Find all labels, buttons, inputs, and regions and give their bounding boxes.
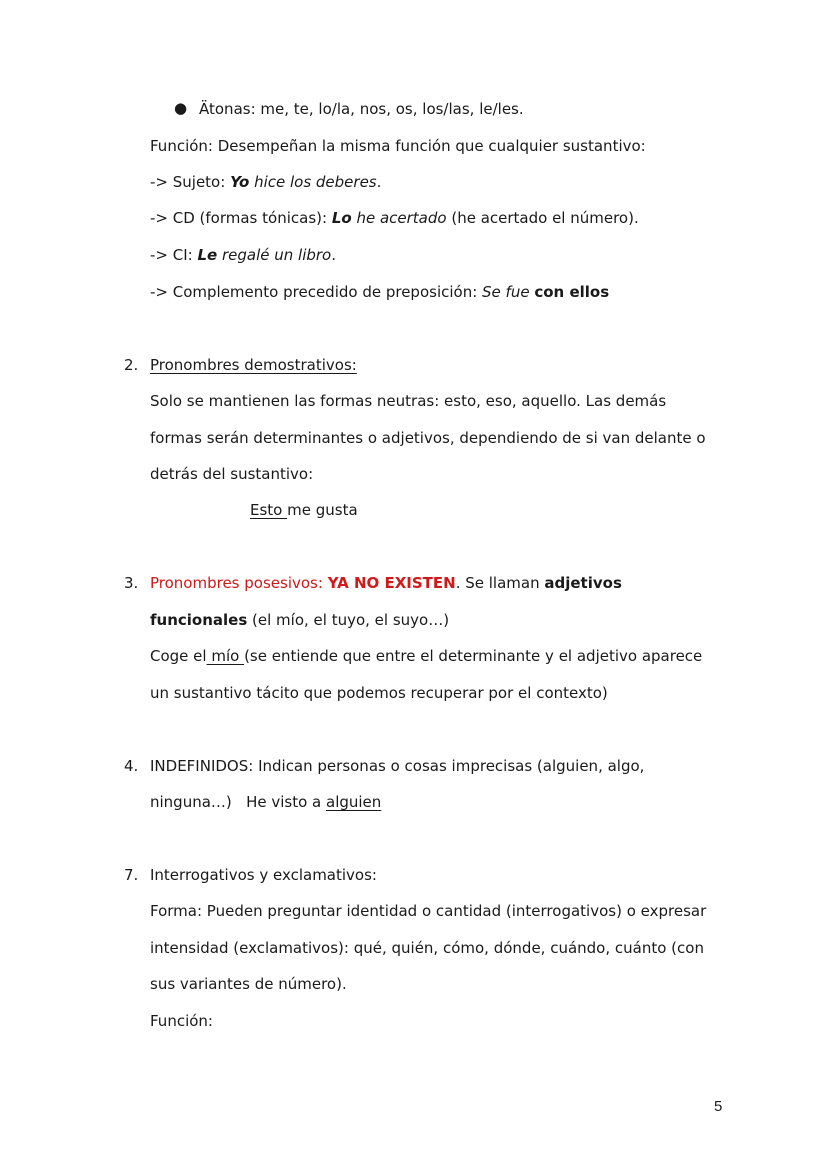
section2-number: 2. <box>124 356 139 374</box>
complemento-bold: con ellos <box>534 283 610 301</box>
ci-prefix: -> CI: <box>150 246 198 264</box>
section2-line-1: Solo se mantienen las formas neutras: esto, eso, aquello. Las demás <box>150 392 667 410</box>
section4-underlined: alguien <box>326 793 382 811</box>
section2-example-rest: me gusta <box>287 501 358 519</box>
section7-title: Interrogativos y exclamativos: <box>150 866 377 884</box>
section7-line-2: intensidad (exclamativos): qué, quién, cómo, dónde, cuándo, cuánto (con <box>150 939 704 957</box>
complemento-prefix: -> Complemento precedido de preposición: <box>150 283 483 301</box>
section3-example-underlined: mío <box>206 647 245 665</box>
page-number: 5 <box>714 1098 723 1115</box>
sujeto-suffix: . <box>376 173 382 191</box>
atonas-line: Ätonas: me, te, lo/la, nos, os, los/las, le/les. <box>199 100 524 118</box>
cd-prefix: -> CD (formas tónicas): <box>150 209 332 227</box>
sujeto-prefix: -> Sujeto: <box>150 173 231 191</box>
cd-line <box>150 208 639 228</box>
section2-line-3: detrás del sustantivo: <box>150 465 314 483</box>
section3-example <box>150 646 702 666</box>
section3-after-term: (el mío, el tuyo, el suyo…) <box>247 611 450 629</box>
section3-term1: adjetivos <box>544 574 622 592</box>
complemento-italic: Se fue <box>482 283 535 301</box>
cd-italic: he acertado <box>351 209 447 227</box>
section2-title: Pronombres demostrativos: <box>150 356 357 374</box>
section4-line-2 <box>150 792 381 812</box>
section4-line2-prefix: ninguna…) He visto a <box>150 793 326 811</box>
sujeto-bold: Yo <box>230 173 250 191</box>
section3-line-1 <box>150 573 622 593</box>
ci-line <box>150 245 336 265</box>
cd-suffix: (he acertado el número). <box>446 209 639 227</box>
section3-warning: YA NO EXISTEN <box>327 574 456 592</box>
section3-after-warning: . Se llaman <box>455 574 545 592</box>
section7-line-4: Función: <box>150 1012 213 1030</box>
section7-line-3: sus variantes de número). <box>150 975 347 993</box>
ci-suffix: . <box>331 246 337 264</box>
section3-number: 3. <box>124 574 139 592</box>
cd-bold: Lo <box>331 209 352 227</box>
ci-bold: Le <box>197 246 218 264</box>
section3-title: Pronombres posesivos: <box>150 574 328 592</box>
sujeto-italic: hice los deberes <box>249 173 377 191</box>
sujeto-line <box>150 172 381 192</box>
section3-example-prefix: Coge el <box>150 647 207 665</box>
section2-line-2: formas serán determinantes o adjetivos, dependiendo de si van delante o <box>150 429 706 447</box>
ci-italic: regalé un libro <box>217 246 332 264</box>
section4-number: 4. <box>124 757 139 775</box>
section2-example <box>250 500 358 520</box>
funcion-line: Función: Desempeñan la misma función que cualquier sustantivo: <box>150 137 646 155</box>
section3-example-line-2: un sustantivo tácito que podemos recuperar por el contexto) <box>150 684 608 702</box>
section2-example-underlined: Esto <box>250 501 288 519</box>
section7-line-1: Forma: Pueden preguntar identidad o cantidad (interrogativos) o expresar <box>150 902 707 920</box>
section3-term2: funcionales <box>150 611 248 629</box>
section4-line-1: INDEFINIDOS: Indican personas o cosas imprecisas (alguien, algo, <box>150 757 645 775</box>
complemento-line <box>150 282 609 302</box>
section3-line-2 <box>150 610 449 630</box>
section7-number: 7. <box>124 866 139 884</box>
section3-example-rest: (se entiende que entre el determinante y el adjetivo aparece <box>244 647 703 665</box>
bullet-marker: ● <box>174 99 188 117</box>
